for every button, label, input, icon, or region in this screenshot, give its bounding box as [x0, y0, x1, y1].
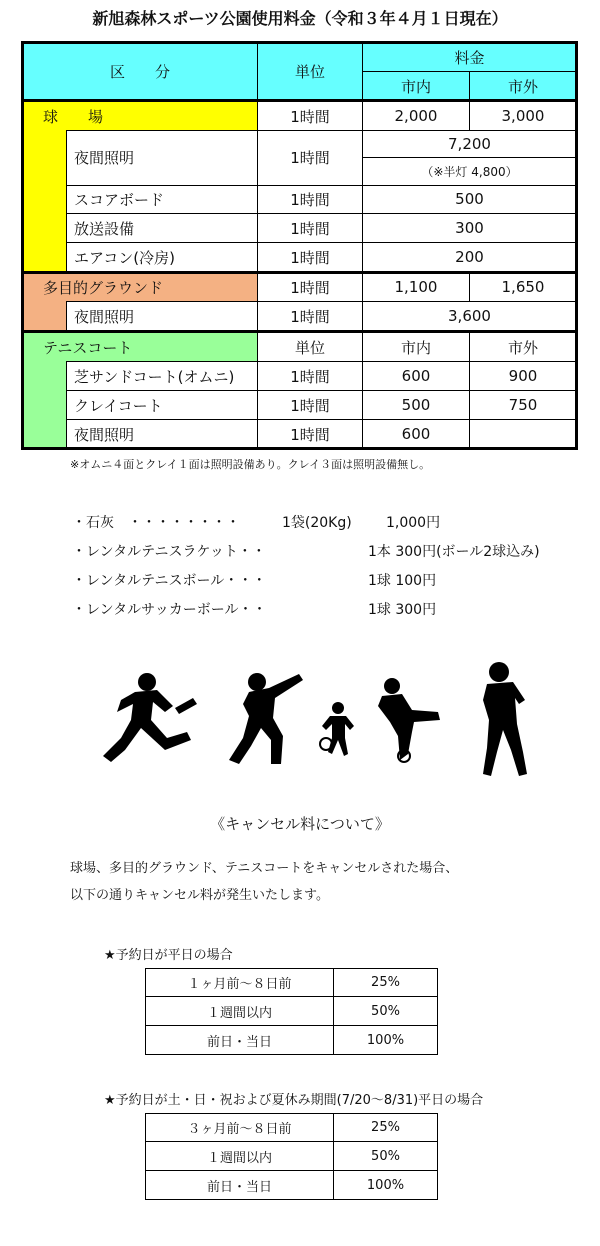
broadcast-label: 放送設備 [74, 219, 135, 238]
ballpark-label: 球 場 [43, 107, 104, 126]
batter-icon [225, 670, 315, 770]
omni-out: 900 [508, 367, 538, 385]
header-fee: 料金 [363, 43, 576, 71]
period-cell: 前日・当日 [145, 1025, 334, 1055]
item-name: ・レンタルサッカーボール・・ [72, 602, 267, 618]
rate-cell: 50% [333, 996, 438, 1026]
tennis-night-unit: 1時間 [290, 425, 330, 444]
rate-cell: 100% [333, 1170, 438, 1200]
tennis-label: テニスコート [43, 338, 133, 357]
ballpark-unit: 1時間 [290, 107, 330, 126]
child-soccer-icon [318, 700, 358, 762]
ballpark-night-half: （※半灯 4,800） [421, 165, 518, 179]
fee-table [0, 0, 600, 455]
cancel-heading: 《キャンセル料について》 [210, 815, 390, 833]
clay-label: クレイコート [74, 396, 163, 415]
rate-cell: 25% [333, 1113, 438, 1142]
ballpark-night-label: 夜間照明 [74, 149, 135, 167]
ground-label-bg [23, 273, 257, 301]
ballpark-side-band [23, 130, 66, 272]
holiday-heading: ★予約日が土・日・祝および夏休み期間(7/20～8/31)平日の場合 [104, 1093, 484, 1108]
lighting-note: ※オムニ４面とクレイ１面は照明設備あり。クレイ３面は照明設備無し。 [70, 458, 431, 471]
clay-in: 500 [401, 396, 431, 414]
rate-cell: 100% [333, 1025, 438, 1055]
weekday-heading: ★予約日が平日の場合 [104, 948, 233, 963]
item-price: 1本 300円(ボール2球込み) [368, 544, 540, 560]
ground-side-band [23, 301, 66, 330]
item-qty: 1袋(20Kg) [282, 515, 352, 531]
ground-unit: 1時間 [290, 278, 330, 297]
item-price: 1球 100円 [368, 573, 437, 589]
ballpark-night-unit: 1時間 [290, 149, 330, 167]
cancel-line-2: 以下の通りキャンセル料が発生いたします。 [70, 888, 329, 903]
scoreboard-label: スコアボード [74, 190, 165, 209]
tennis-night-out [470, 420, 576, 448]
scoreboard-unit: 1時間 [290, 190, 330, 209]
ballpark-night-fee: 7,200 [448, 135, 491, 153]
item-name: ・レンタルテニスラケット・・ [72, 544, 266, 560]
aircon-unit: 1時間 [290, 248, 330, 267]
scoreboard-fee: 500 [455, 190, 484, 208]
item-name: ・レンタルテニスボール・・・ [72, 573, 267, 589]
aircon-fee: 200 [455, 248, 484, 266]
page-title: 新旭森林スポーツ公園使用料金（令和３年４月１日現在） [92, 9, 508, 28]
item-name: ・石灰 ・・・・・・・・ [72, 515, 240, 531]
price-list [0, 500, 600, 630]
ballpark-label-bg [23, 102, 257, 130]
cancel-line-1: 球場、多目的グラウンド、テニスコートをキャンセルされた場合、 [70, 861, 459, 876]
ground-night-label: 夜間照明 [74, 307, 135, 326]
clay-unit: 1時間 [290, 396, 330, 415]
ground-night-unit: 1時間 [290, 307, 330, 326]
omni-unit: 1時間 [290, 367, 330, 386]
omni-in: 600 [401, 367, 431, 385]
broadcast-fee: 300 [455, 219, 484, 237]
tennis-label-bg [23, 333, 257, 361]
aircon-label: エアコン(冷房) [74, 248, 175, 267]
ground-out: 1,650 [501, 278, 545, 296]
item-price: 1球 300円 [368, 602, 437, 618]
ground-label: 多目的グラウンド [43, 278, 164, 297]
clay-out: 750 [508, 396, 538, 414]
ground-in: 1,100 [394, 278, 438, 296]
rate-cell: 25% [333, 968, 438, 997]
header-category: 区 分 [23, 43, 257, 100]
header-city-out: 市外 [470, 72, 576, 100]
header-city-in: 市内 [363, 72, 469, 100]
period-cell: ３ヶ月前～８日前 [145, 1113, 334, 1142]
ballpark-out: 3,000 [501, 107, 545, 125]
pitcher-icon [475, 660, 535, 780]
tennis-side-band [23, 361, 66, 449]
tennis-player-icon [95, 668, 205, 768]
header-unit: 単位 [258, 43, 362, 100]
item-price: 1,000円 [386, 515, 441, 531]
period-cell: 前日・当日 [145, 1170, 334, 1200]
rate-cell: 50% [333, 1141, 438, 1171]
tennis-night-in: 600 [401, 425, 431, 443]
tennis-unit-header: 単位 [294, 338, 325, 357]
ground-night-fee: 3,600 [448, 307, 491, 325]
tennis-night-label: 夜間照明 [74, 425, 135, 444]
period-cell: １週間以内 [145, 996, 334, 1026]
tennis-out-header: 市外 [507, 338, 538, 357]
ballpark-in: 2,000 [394, 107, 438, 125]
period-cell: １週間以内 [145, 1141, 334, 1171]
tennis-in-header: 市内 [400, 338, 431, 357]
soccer-kicker-icon [368, 676, 453, 764]
omni-label: 芝サンドコート(オムニ) [74, 367, 235, 386]
period-cell: １ヶ月前～８日前 [145, 968, 334, 997]
broadcast-unit: 1時間 [290, 219, 330, 238]
